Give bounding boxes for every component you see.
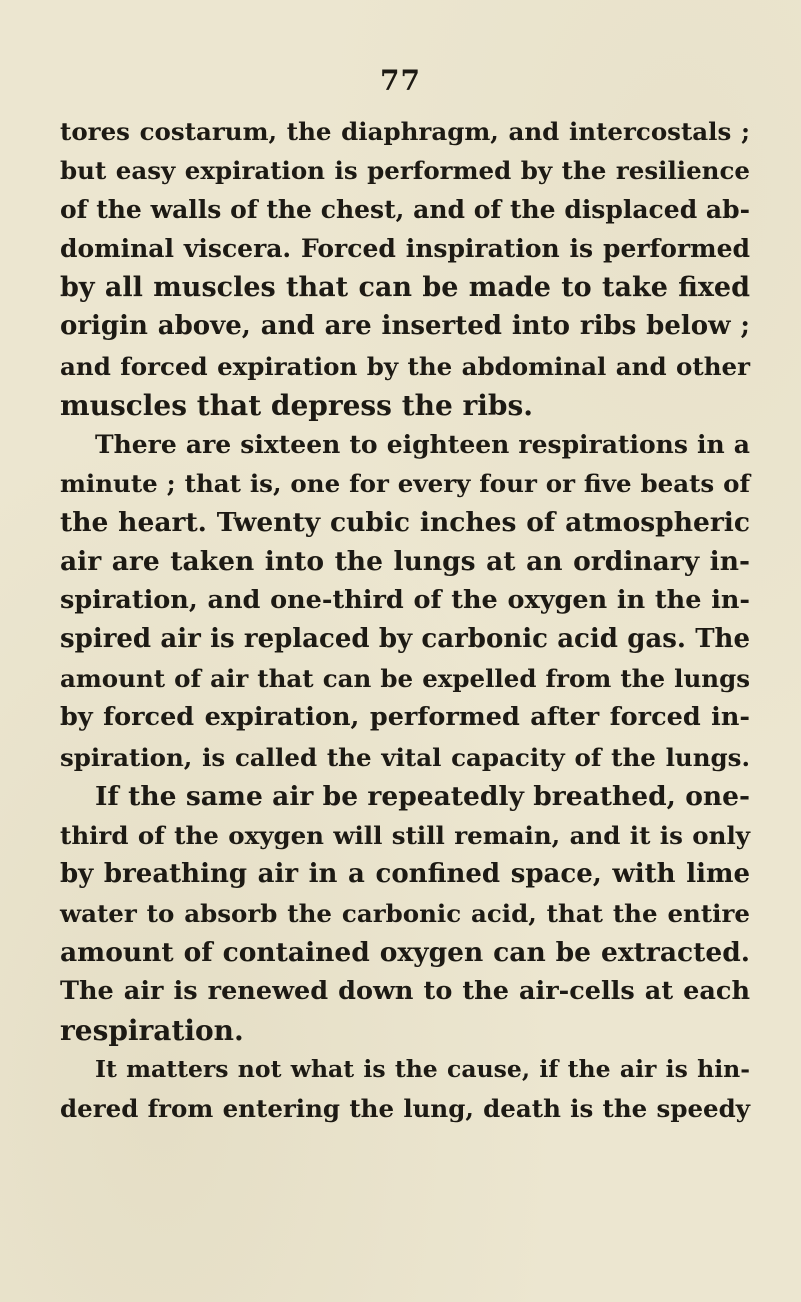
text-line: spiration, is called the vital capacity of the lungs.	[60, 742, 750, 772]
text-line: but easy expiration is performed by the resilience	[60, 156, 750, 186]
text-line: and forced expiration by the abdominal and other	[60, 351, 750, 381]
text-line: by all muscles that can be made to take fixed	[60, 272, 750, 304]
text-line: minute ; that is, one for every four or five beats of	[60, 468, 750, 498]
text-line: by forced expiration, performed after forced in-	[60, 702, 750, 733]
text-line: The air is renewed down to the air-cells at each	[60, 976, 750, 1007]
text-line: origin above, and are inserted into ribs below ;	[60, 311, 750, 342]
text-line: tores costarum, the diaphragm, and intercostals ;	[60, 117, 750, 146]
text-line: the heart. Twenty cubic inches of atmospheric	[60, 506, 750, 538]
paragraph-start-line: If the same air be repeatedly breathed, one-	[95, 780, 750, 812]
text-line: dominal viscera. Forced inspiration is performed	[60, 234, 750, 264]
text-line: spired air is replaced by carbonic acid gas. The	[60, 624, 750, 655]
text-line: water to absorb the carbonic acid, that the entire	[60, 898, 750, 928]
text-line: amount of contained oxygen can be extracted.	[60, 936, 750, 968]
text-line: third of the oxygen will still remain, and it is only	[60, 820, 750, 850]
text-line: amount of air that can be expelled from the lungs	[60, 664, 750, 694]
text-line: dered from entering the lung, death is the speedy	[60, 1094, 750, 1124]
paragraph-end-line: respiration.	[60, 1014, 244, 1048]
paragraph-start-line: It matters not what is the cause, if the air is hin-	[95, 1055, 750, 1084]
text-line: of the walls of the chest, and of the displaced ab-	[60, 195, 750, 225]
text-line: spiration, and one-third of the oxygen in the in-	[60, 585, 750, 616]
text-line: air are taken into the lungs at an ordinary in-	[60, 546, 750, 578]
paragraph-end-line: muscles that depress the ribs.	[60, 388, 534, 422]
body-text	[60, 112, 750, 1128]
paragraph-start-line: There are sixteen to eighteen respirations in a	[95, 429, 750, 459]
text-line: by breathing air in a confined space, with lime	[60, 858, 750, 889]
page-number: 77	[380, 64, 421, 97]
